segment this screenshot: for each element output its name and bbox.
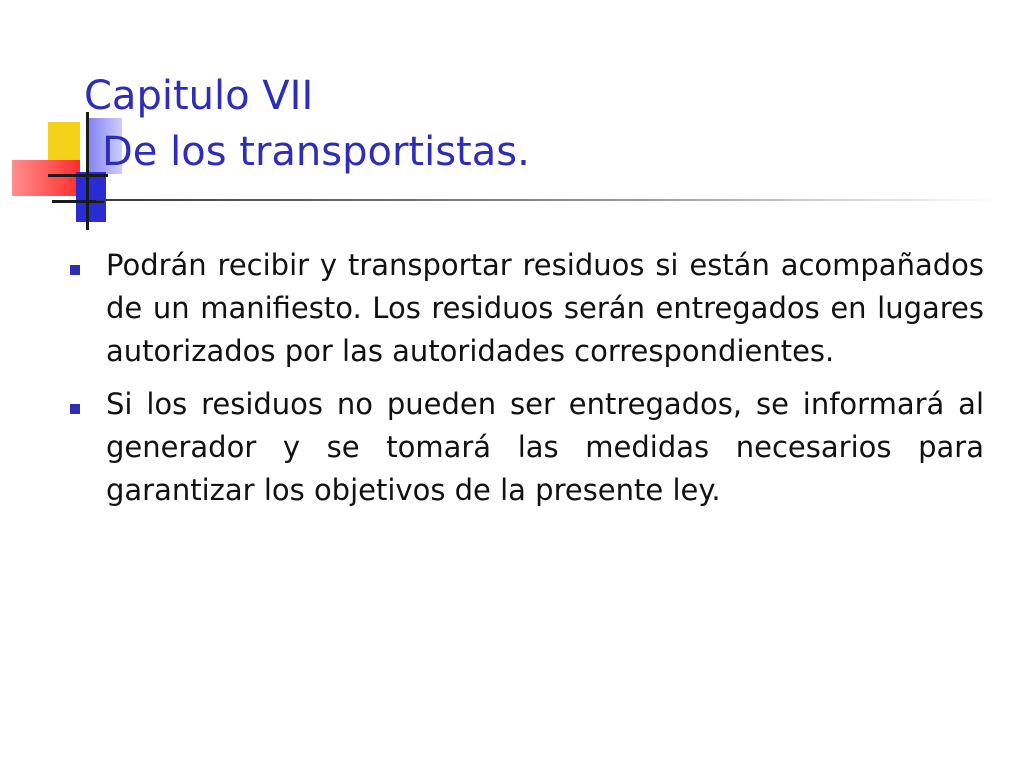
list-item <box>64 383 984 512</box>
red-square <box>12 160 80 196</box>
bullet-text: Podrán recibir y transportar residuos si están acompañados de un manifiesto. Los residuos serán entregados en lugares autorizados por las autoridades correspondientes. <box>106 248 984 368</box>
title-line-2: De los transportistas. <box>102 129 530 175</box>
title-divider <box>96 199 1000 201</box>
bullet-text: Si los residuos no pueden ser entregados, se informará al generador y se tomará las medidas necesarios para garantizar los objetivos de la presente ley. <box>106 387 984 507</box>
square-bullet-icon <box>70 404 80 414</box>
slide-title <box>84 68 530 180</box>
bullet-list <box>64 244 984 522</box>
yellow-square <box>48 122 80 162</box>
title-line-1: Capitulo VII <box>84 73 314 119</box>
square-bullet-icon <box>70 265 80 275</box>
list-item <box>64 244 984 373</box>
